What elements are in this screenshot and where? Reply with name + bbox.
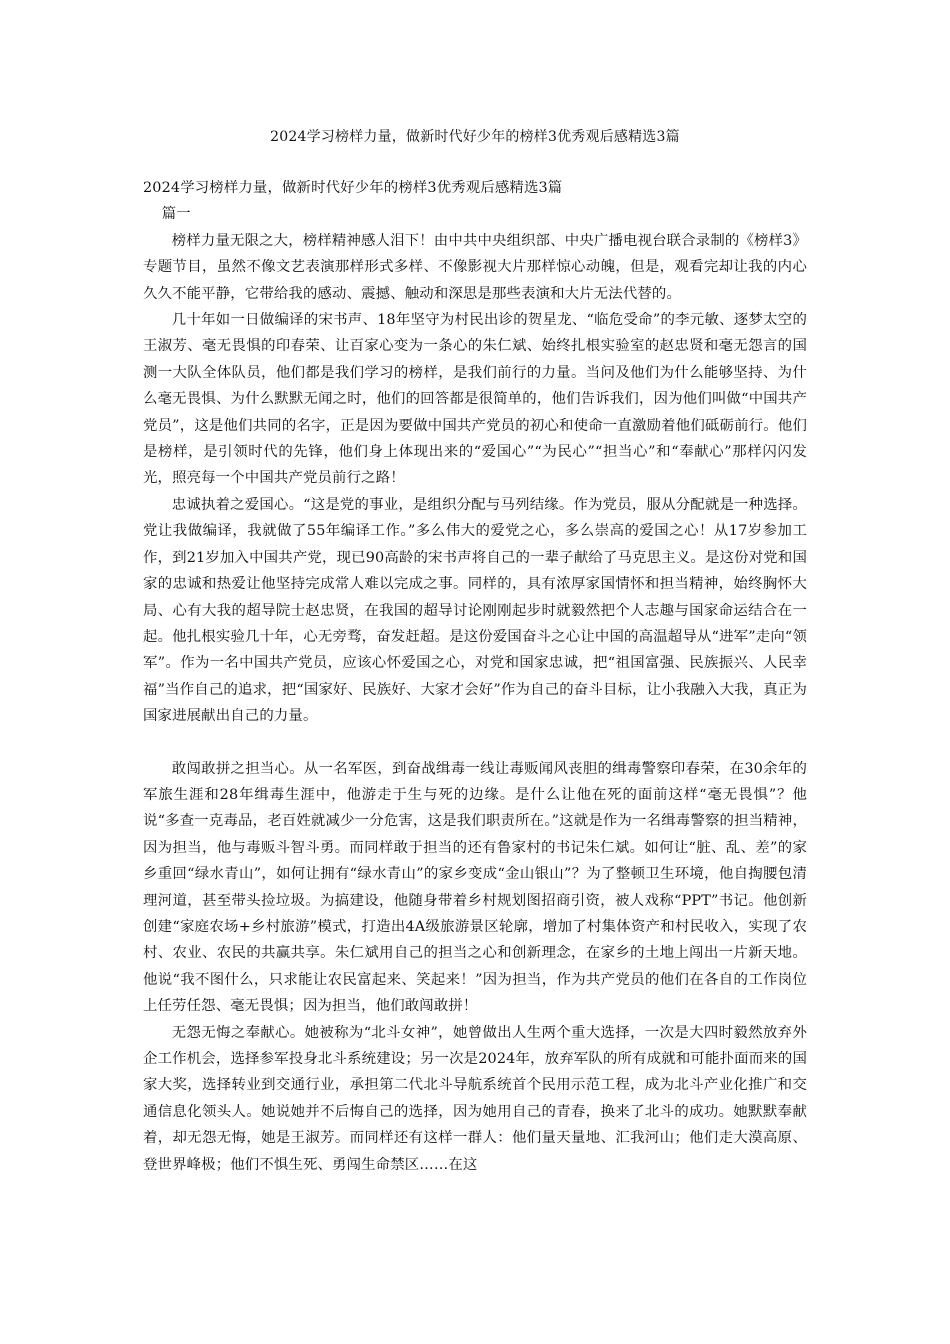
paragraph: 忠诚执着之爱国心。“这是党的事业，是组织分配与马列结缘。作为党员，服从分配就是一种选择。党让我做编译，我就做了55年编译工作。”多么伟大的爱党之心，多么崇高的爱国之心！从17岁参加工作，到21岁加入中国共产党，现已90高龄的宋书声将自己的一辈子献给了马克思主义。是这份对党和国家的忠诚和热爱让他坚持完成常人难以完成之事。同样的，具有浓厚家国情怀和担当精神，始终胸怀大局、心有大我的超导院士赵忠贤，在我国的超导讨论刚刚起步时就毅然把个人志趣与国家命运结合在一起。他扎根实验几十年，心无旁骛，奋发赶超。是这份爱国奋斗之心让中国的高温超导从“进军”走向“领军”。作为一名中国共产党员，应该心怀爱国之心，对党和国家忠诚，把“祖国富强、民族振兴、人民幸福”当作自己的追求，把“国家好、民族好、大家才会好”作为自己的奋斗目标，让小我融入大我，真正为国家进展献出自己的力量。	[143, 496, 807, 725]
paragraph: 榜样力量无限之大，榜样精神感人泪下！由中共中央组织部、中央广播电视台联合录制的《榜样3》专题节目，虽然不像文艺表演那样形式多样、不像影视大片那样惊心动魄，但是，观看完却让我的内心久久不能平静，它带给我的感动、震撼、触动和深思是那些表演和大片无法代替的。	[143, 232, 807, 302]
document-subtitle: 2024学习榜样力量，做新时代好少年的榜样3优秀观后感精选3篇	[143, 180, 563, 196]
document-title: 2024学习榜样力量，做新时代好少年的榜样3优秀观后感精选3篇	[270, 129, 680, 145]
paragraph: 无怨无悔之奉献心。她被称为“北斗女神”，她曾做出人生两个重大选择，一次是大四时毅然放弃外企工作机会，选择参军投身北斗系统建设；另一次是2024年，放弃军队的所有成就和可能扑面而来的国家大奖，选择转业到交通行业，承担第二代北斗导航系统首个民用示范工程，成为北斗产业化推广和交通信息化领头人。她说她并不后悔自己的选择，因为她用自己的青春，换来了北斗的成功。她默默奉献着，却无怨无悔，她是王淑芳。而同样还有这样一群人：他们量天量地、汇我河山；他们走大漠高原、登世界峰极；他们不惧生死、勇闯生命禁区……在这	[143, 1024, 807, 1173]
paragraph: 几十年如一日做编译的宋书声、18年坚守为村民出诊的贺星龙、“临危受命”的李元敏、逐梦太空的王淑芳、毫无畏惧的印春荣、让百家心变为一条心的朱仁斌、始终扎根实验室的赵忠贤和毫无怨言的国测一大队全体队员，他们都是我们学习的榜样，是我们前行的力量。当问及他们为什么能够坚持、为什么毫无畏惧、为什么默默无闻之时，他们的回答都是很简单的，他们告诉我们，因为他们叫做“中国共产党员”，这是他们共同的名字，正是因为要做中国共产党员的初心和使命一直激励着他们砥砺前行。他们是榜样，是引领时代的先锋，他们身上体现出来的“爱国心”“为民心”“担当心”和“奉献心”那样闪闪发光，照亮每一个中国共产党员前行之路！	[143, 312, 807, 487]
section-label: 篇一	[161, 206, 191, 223]
document-body	[143, 175, 807, 1178]
paragraph-spacer	[143, 730, 807, 756]
paragraph: 敢闯敢拼之担当心。从一名军医，到奋战缉毒一线让毒贩闻风丧胆的缉毒警察印春荣，在30余年的军旅生涯和28年缉毒生涯中，他游走于生与死的边缘。是什么让他在死的面前这样“毫无畏惧”？他说“多查一克毒品，老百姓就减少一分危害，这是我们职责所在。”这就是作为一名缉毒警察的担当精神，因为担当，他与毒贩斗智斗勇。而同样敢于担当的还有鲁家村的书记朱仁斌。如何让“脏、乱、差”的家乡重回“绿水青山”，如何让拥有“绿水青山”的家乡变成“金山银山”？为了整顿卫生环境，他自掏腰包清理河道，甚至带头捡垃圾。为搞建设，他随身带着乡村规划图招商引资，被人戏称“PPT”书记。他创新创建“家庭农场+乡村旅游”模式，打造出4A级旅游景区轮廓，增加了村集体资产和村民收入，实现了农村、农业、农民的共赢共享。朱仁斌用自己的担当之心和创新理念，在家乡的土地上闯出一片新天地。他说“我不图什么，只求能让农民富起来、笑起来！”因为担当，作为共产党员的他们在各自的工作岗位上任劳任怨、毫无畏惧；因为担当，他们敢闯敢拼！	[143, 760, 807, 1015]
